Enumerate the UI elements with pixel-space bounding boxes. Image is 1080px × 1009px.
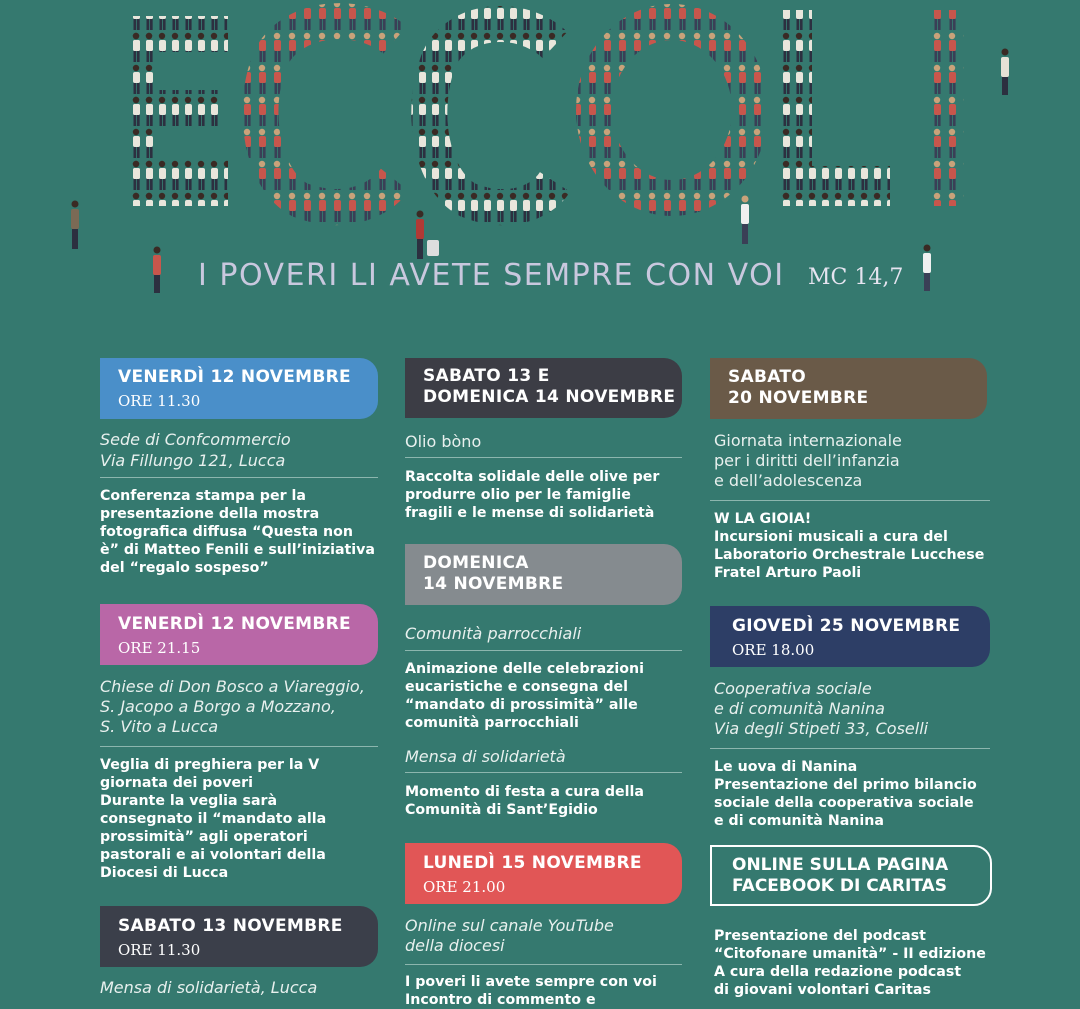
event-header bbox=[100, 604, 378, 665]
event-header bbox=[100, 358, 378, 419]
divider bbox=[405, 457, 682, 458]
event-time: ORE 11.30 bbox=[118, 941, 201, 959]
event-place: Via degli Stipeti 33, Coselli bbox=[714, 719, 929, 738]
letter-o-crowd bbox=[594, 22, 750, 198]
event-date: VENERDÌ 12 NOVEMBRE bbox=[118, 614, 351, 634]
divider bbox=[405, 964, 682, 965]
event-date: FACEBOOK DI CARITAS bbox=[732, 876, 947, 896]
divider bbox=[100, 477, 378, 478]
event-date: 20 NOVEMBRE bbox=[728, 388, 869, 408]
event-description: Conferenza stampa per la presentazione della mostra fotografica diffusa “Questa non è” di Matteo Fenili e sull’iniziativa del “regalo sospeso” bbox=[100, 488, 375, 576]
event-header bbox=[405, 843, 682, 904]
event-description: Raccolta solidale delle olive per produrre olio per le famiglie fragili e le mense di solidarietà bbox=[405, 469, 660, 521]
event-description: W LA GIOIA! Incursioni musicali a cura del Laboratorio Orchestrale Lucchese Fratel Arturo Paoli bbox=[714, 511, 985, 581]
event-date: DOMENICA 14 NOVEMBRE bbox=[423, 387, 676, 407]
event-time: ORE 21.15 bbox=[118, 639, 201, 657]
divider bbox=[100, 746, 378, 747]
subtitle: I POVERI LI AVETE SEMPRE CON VOI bbox=[198, 258, 785, 293]
event-place: Olio bòno bbox=[405, 432, 482, 451]
event-date: 14 NOVEMBRE bbox=[423, 574, 564, 594]
event-description: Momento di festa a cura della Comunità di Sant’Egidio bbox=[405, 784, 644, 818]
event-time: ORE 11.30 bbox=[118, 392, 201, 410]
event-header bbox=[405, 358, 682, 418]
gospel-reference: MC 14,7 bbox=[808, 265, 904, 290]
event-place: Comunità parrocchiali bbox=[405, 624, 582, 643]
event-place: Giornata internazionale bbox=[714, 431, 902, 450]
event-place: S. Vito a Lucca bbox=[100, 717, 219, 736]
event-date: ONLINE SULLA PAGINA bbox=[732, 855, 949, 875]
event-place: Cooperativa sociale bbox=[714, 679, 872, 698]
event-description: I poveri li avete sempre con voi Incontro di commento e bbox=[405, 974, 657, 1008]
event-place: S. Jacopo a Borgo a Mozzano, bbox=[100, 697, 336, 716]
letter-e-crowd bbox=[128, 16, 228, 206]
letter-l-crowd bbox=[780, 10, 890, 206]
event-place: Sede di Confcommercio bbox=[100, 430, 291, 449]
event-place: e di comunità Nanina bbox=[714, 699, 885, 718]
event-date: DOMENICA bbox=[423, 553, 529, 573]
event-date: LUNEDÌ 15 NOVEMBRE bbox=[423, 853, 642, 873]
event-header bbox=[710, 845, 992, 906]
event-date: GIOVEDÌ 25 NOVEMBRE bbox=[732, 616, 961, 636]
event-description: Veglia di preghiera per la V giornata dei poveri Durante la veglia sarà consegnato il “mandato alla prossimità” agli operatori pastorali e ai volontari della Diocesi di Lucca bbox=[100, 757, 327, 881]
event-time: ORE 18.00 bbox=[732, 641, 815, 659]
divider bbox=[405, 650, 682, 651]
event-place: Via Fillungo 121, Lucca bbox=[100, 451, 286, 470]
event-place: Mensa di solidarietà bbox=[405, 747, 566, 766]
letter-c-crowd-2 bbox=[429, 24, 555, 207]
letter-c-crowd bbox=[260, 21, 395, 207]
letter-i-crowd bbox=[930, 10, 964, 206]
event-date: SABATO bbox=[728, 367, 807, 387]
event-header bbox=[710, 358, 987, 419]
event-date: SABATO 13 E bbox=[423, 366, 550, 386]
event-place: Chiese di Don Bosco a Viareggio, bbox=[100, 677, 365, 696]
event-place: della diocesi bbox=[405, 936, 505, 955]
divider bbox=[405, 772, 682, 773]
event-place: Online sul canale YouTube bbox=[405, 916, 614, 935]
event-header bbox=[100, 906, 378, 967]
event-place: Mensa di solidarietà, Lucca bbox=[100, 978, 318, 997]
event-description: Animazione delle celebrazioni eucaristiche e consegna del “mandato di prossimità” alle comunità parrocchiali bbox=[405, 661, 644, 731]
event-date: SABATO 13 NOVEMBRE bbox=[118, 916, 343, 936]
divider bbox=[710, 500, 990, 501]
event-description: Presentazione del podcast “Citofonare umanità” - II edizione A cura della redazione podcast di giovani volontari Caritas bbox=[714, 928, 986, 998]
divider bbox=[710, 748, 990, 749]
event-date: VENERDÌ 12 NOVEMBRE bbox=[118, 367, 351, 387]
event-description: Le uova di Nanina Presentazione del primo bilancio sociale della cooperativa sociale e di comunità Nanina bbox=[714, 759, 977, 829]
event-header bbox=[405, 544, 682, 605]
event-place: e dell’adolescenza bbox=[714, 471, 863, 490]
event-time: ORE 21.00 bbox=[423, 878, 506, 896]
event-header bbox=[710, 606, 990, 667]
event-place: per i diritti dell’infanzia bbox=[714, 451, 900, 470]
